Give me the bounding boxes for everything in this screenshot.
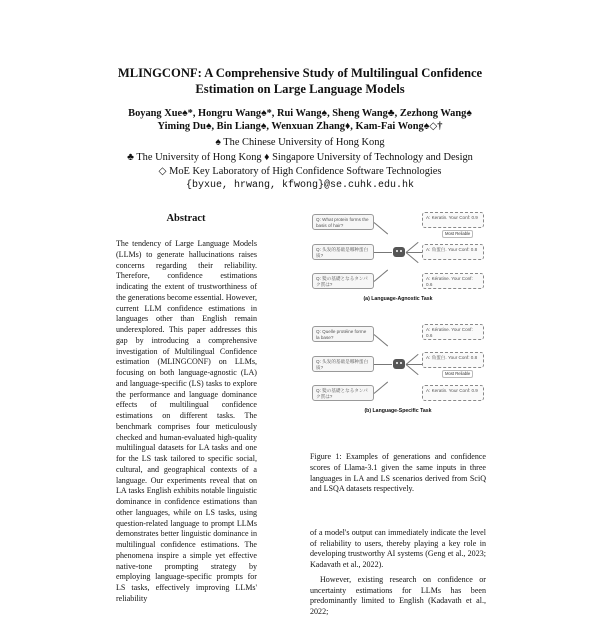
question-box-zh: Q: 头发的基础是哪种蛋白质? [312, 356, 374, 372]
answer-box-zh: A: 角蛋白. Your Conf: 0.8 [422, 244, 484, 260]
title-line-2: Estimation on Large Language Models [195, 82, 405, 96]
connector-line [374, 222, 388, 234]
abstract-text: The tendency of Large Language Models (LLMs) to generate hallucinations raises concerns regarding their reliability. Therefore, confidence estimations indicating the extent of trustworthiness of the generations become essential. However, current LLM confidence estimations in languages other than English remain underexplored. This paper addresses this gap by introducing a comprehensive investigation of Multilingual Confidence estimation (MLINGCONF) on LLMs, focusing on both language-agnostic (LA) and language-specific (LS) tasks to explore the performance and language dominance effects of multilingual confidence estimations on different tasks. The benchmark comprises four meticulously checked and human-evaluated high-quality multilingual datasets for LA tasks and one for the LS task tailored to specific social, cultural, and geographical contexts of a language. Our experiments reveal that on LA tasks English exhibits notable linguistic dominance in confidence estimations than other languages, while on LS tasks, using question-related language to prompt LLMs demonstrates better linguistic dominance in multilingual confidence estimations. The phenomena inspire a simple yet effective native-tone prompting strategy by employing language-specific prompts for LS tasks, effectively improving LLMs' reliability [116, 239, 257, 603]
connector-line [406, 252, 422, 253]
connector-line [406, 364, 419, 375]
panel-b-caption: (b) Language-Specific Task [364, 408, 432, 414]
question-box-fr: Q: Quelle protéine forme la base? [312, 326, 374, 342]
question-box-zh: Q: 头发的基础是哪种蛋白质? [312, 244, 374, 260]
author-list [50, 107, 550, 133]
abstract-body [116, 239, 257, 605]
most-reliable-badge: Most Reliable [442, 370, 473, 378]
affiliation-2: ♣ The University of Hong Kong ♦ Singapore University of Technology and Design [127, 152, 473, 163]
question-box-ja: Q: 髪の基礎となるタンパク質は? [312, 273, 374, 289]
answer-box-en: A: Keratin. Your Conf: 0.9 [422, 212, 484, 228]
connector-line [374, 270, 388, 282]
figure-panel-b [310, 322, 486, 418]
affiliation-3: ◇ MoE Key Laboratory of High Confidence Software Technologies [158, 166, 442, 177]
abstract-heading: Abstract [166, 213, 206, 224]
authors-line-2: Yiming Du♠, Bin Liang♠, Wenxuan Zhang♦, Kam-Fai Wong♠◇† [157, 121, 443, 132]
authors-line-1: Boyang Xue♠*, Hongru Wang♠*, Rui Wang♠, Sheng Wang♣, Zezhong Wang♠ [128, 108, 472, 119]
answer-box-en: A: Keratin. Your Conf: 0.9 [422, 385, 484, 401]
connector-line [406, 252, 419, 263]
author-email: {byxue, hrwang, kfwong}@se.cuhk.edu.hk [185, 180, 415, 191]
question-box-ja: Q: 髪の基礎となるタンパク質は? [312, 385, 374, 401]
robot-icon [393, 247, 405, 257]
question-box-en: Q: What protein forms the basis of hair? [312, 214, 374, 230]
figure-caption: Figure 1: Examples of generations and confidence scores of Llama-3.1 given the same inputs in three languages in LA and LS scenarios derived from SciQ and LSQA datasets respectively. [310, 452, 486, 494]
paper-title [60, 65, 540, 97]
connector-line [374, 334, 388, 346]
figure-1 [310, 210, 486, 442]
answer-box-fr: A: Kératine. Your Conf: 0.6 [422, 273, 484, 289]
connector-line [406, 364, 422, 365]
affiliation-1: ♠ The Chinese University of Hong Kong [215, 137, 385, 148]
connector-line [374, 252, 392, 253]
most-reliable-badge: Most Reliable [442, 230, 473, 238]
connector-line [374, 382, 388, 394]
answer-box-zh: A: 角蛋白. Your Conf: 0.8 [422, 352, 484, 368]
body-paragraph-1: of a model's output can immediately indicate the level of reliability to users, thereby playing a key role in developing trustworthy AI systems (Geng et al., 2023; Kadavath et al., 2022). [310, 528, 486, 570]
title-line-1: MLINGCONF: A Comprehensive Study of Multilingual Confidence [117, 66, 483, 80]
panel-a-caption: (a) Language-Agnostic Task [363, 296, 433, 302]
body-text-right [310, 528, 486, 618]
robot-icon [393, 359, 405, 369]
answer-box-fr: A: Kératine. Your Conf: 0.6 [422, 324, 484, 340]
figure-panel-a [310, 210, 486, 306]
connector-line [374, 364, 392, 365]
body-paragraph-2: However, existing research on confidence or uncertainty estimations for LLMs has been predominantly limited to English (Kadavath et al., 2022; [310, 574, 486, 616]
